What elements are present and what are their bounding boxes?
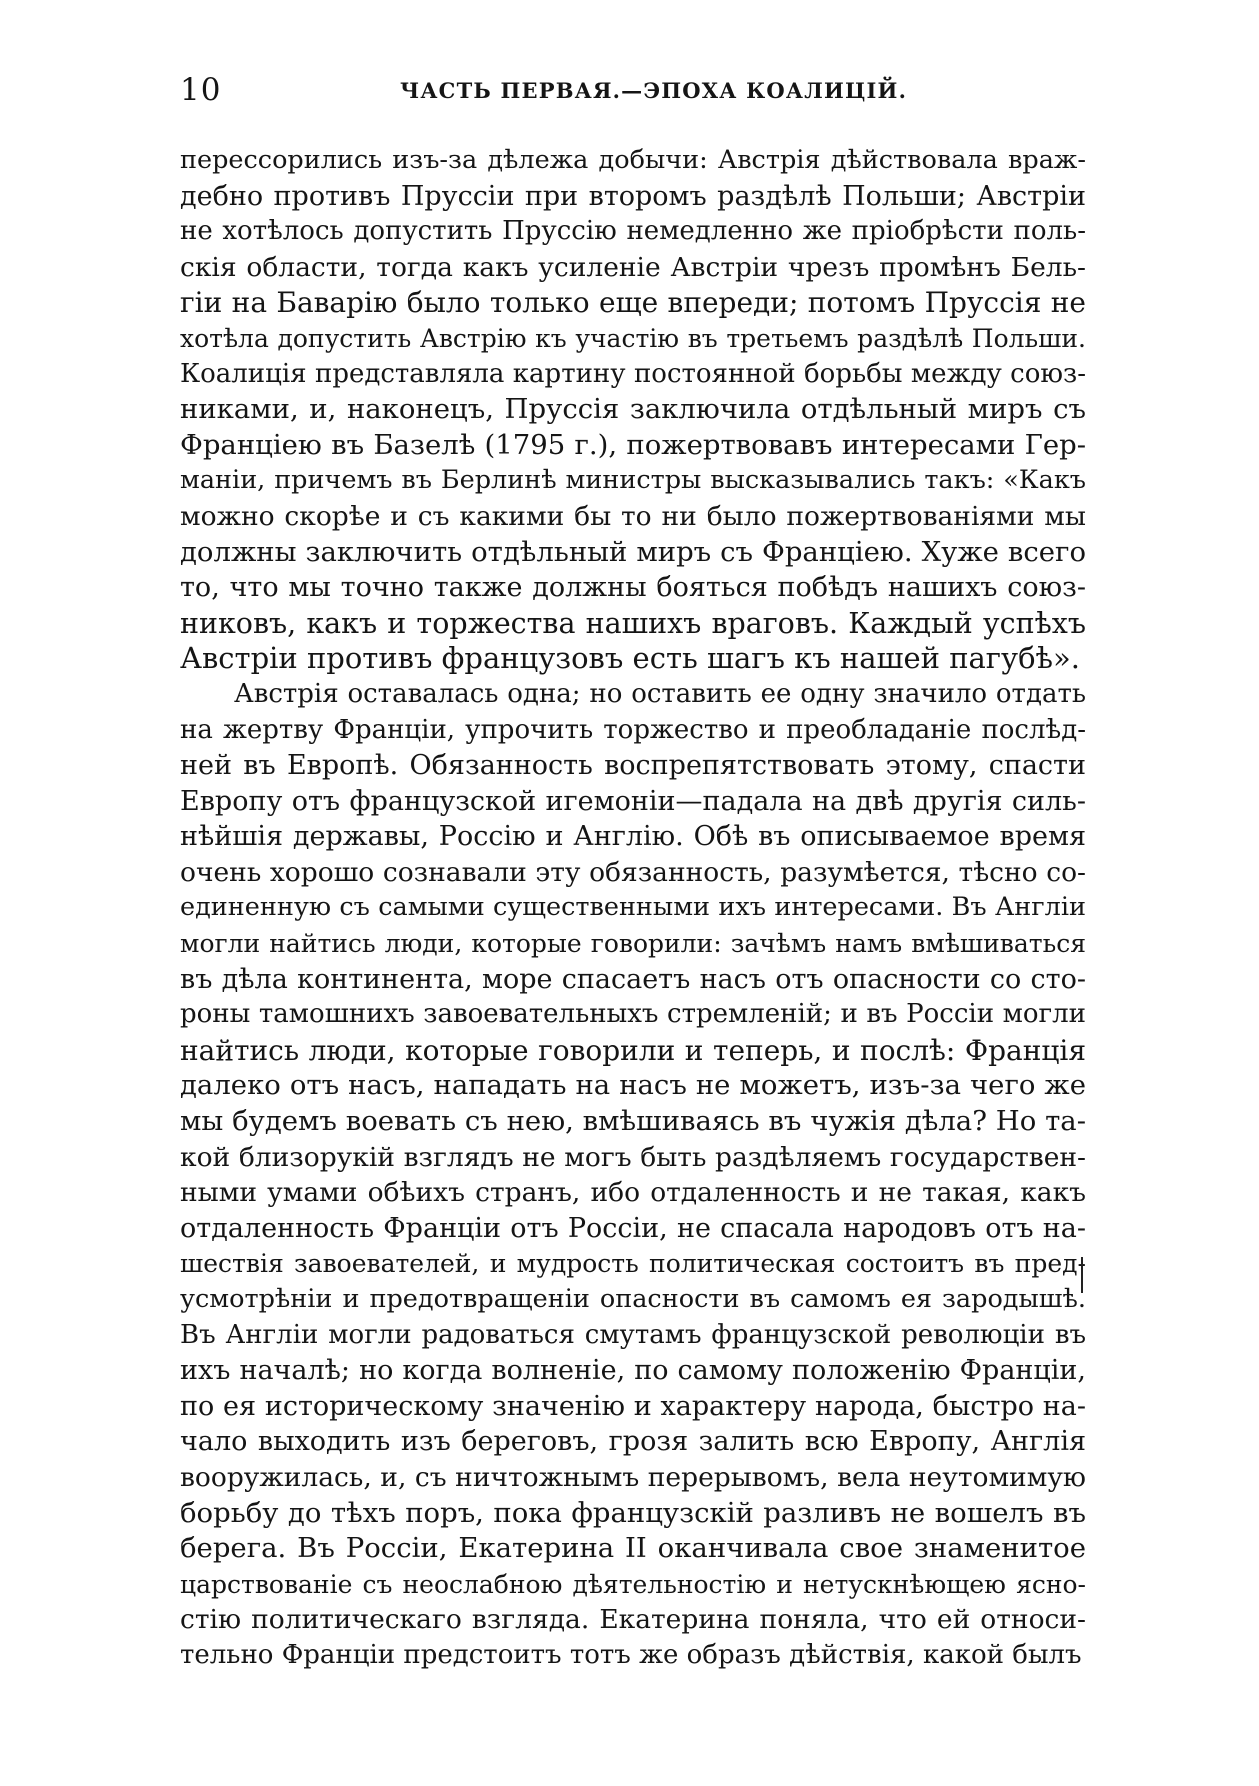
margin-bracket-mark xyxy=(1081,1257,1086,1293)
text-line: стію политическаго взгляда. Екатерина поняла, что ей относи- xyxy=(180,1604,1086,1636)
text-line: не хотѣлось допустить Пруссію немедленно же пріобрѣсти поль- xyxy=(180,216,1086,247)
text-line: никовъ, какъ и торжества нашихъ враговъ. Каждый успѣхъ xyxy=(180,606,1086,640)
text-line: можно скорѣе и съ какими бы то ни было пожертвованіями мы xyxy=(180,500,1086,532)
text-line: единенную съ самыми существенными ихъ интересами. Въ Англіи xyxy=(180,892,1086,923)
text-line: по ея историческому значенію и характеру народа, быстро на- xyxy=(180,1390,1086,1422)
text-line: могли найтись люди, которые говорили: зачѣмъ намъ вмѣшиваться xyxy=(180,929,1086,959)
text-line: найтись люди, которые говорили и теперь, и послѣ: Франція xyxy=(180,1033,1086,1067)
text-line: то, что мы точно также должны бояться побѣдъ нашихъ союз- xyxy=(180,572,1086,604)
text-line: въ дѣла континента, море спасаетъ насъ отъ опасности со сто- xyxy=(180,963,1086,995)
text-line: нѣйшія державы, Россію и Англію. Обѣ въ описываемое время xyxy=(180,821,1086,853)
text-line: борьбу до тѣхъ поръ, пока французскій разливъ не вошелъ въ xyxy=(180,1496,1086,1529)
text-line: усмотрѣніи и предотвращеніи опасности въ самомъ ея зародышѣ. xyxy=(180,1284,1086,1314)
page-header xyxy=(180,72,1086,112)
text-line: отдаленность Франціи отъ Россіи, не спасала народовъ отъ на- xyxy=(180,1212,1086,1244)
text-line: перессорились изъ-за дѣлежа добычи: Австрія дѣйствовала враж- xyxy=(180,145,1086,175)
paragraph-first-line: Австрія оставалась одна; но оставить ее одну значило отдать xyxy=(234,678,1086,709)
text-line: мы будемъ воевать съ нею, вмѣшиваясь въ чужія дѣла? Но та- xyxy=(180,1105,1086,1138)
text-line: кой близорукій взглядъ не могъ быть раздѣляемъ государствен- xyxy=(180,1141,1086,1173)
text-line: ными умами обѣихъ странъ, ибо отдаленность и не такая, какъ xyxy=(180,1177,1086,1209)
text-line: маніи, причемъ въ Берлинѣ министры высказывались такъ: «Какъ xyxy=(180,465,1086,496)
text-line: ихъ началѣ; но когда волненіе, по самому положенію Франціи, xyxy=(180,1355,1086,1387)
text-line: тельно Франціи предстоитъ тотъ же образъ дѣйствія, какой былъ xyxy=(180,1639,1082,1670)
text-line: хотѣла допустить Австрію къ участію въ третьемъ раздѣлѣ Польши. xyxy=(180,323,1086,353)
text-line: царствованіе съ неослабною дѣятельностію и нетускнѣющею ясно- xyxy=(180,1569,1086,1599)
text-line: очень хорошо сознавали эту обязанность, разумѣется, тѣсно со- xyxy=(180,856,1086,888)
text-line: на жертву Франціи, упрочить торжество и преобладаніе послѣд- xyxy=(180,714,1086,745)
text-line: Австріи противъ французовъ есть шагъ къ нашей пагубѣ». xyxy=(180,641,1080,676)
body-text xyxy=(180,143,1086,1674)
text-line: ней въ Европѣ. Обязанность воспрепятствовать этому, спасти xyxy=(180,750,1086,782)
text-line: скія области, тогда какъ усиленіе Австріи чрезъ промѣнъ Бель- xyxy=(180,251,1086,283)
text-line: чало выходить изъ береговъ, грозя залить всю Европу, Англія xyxy=(180,1426,1086,1458)
text-line: никами, и, наконецъ, Пруссія заключила отдѣльный миръ съ xyxy=(180,393,1086,426)
text-line: берега. Въ Россіи, Екатерина II оканчивала свое знаменитое xyxy=(180,1532,1086,1565)
text-line: Въ Англіи могли радоваться смутамъ французской революціи въ xyxy=(180,1319,1086,1350)
text-line: вооружилась, и, съ ничтожнымъ перерывомъ, вела неутомимую xyxy=(180,1461,1086,1493)
text-line: должны заключить отдѣльный миръ съ Франціею. Хуже всего xyxy=(180,535,1086,568)
text-line: роны тамошнихъ завоевательныхъ стремленій; и въ Россіи могли xyxy=(180,999,1086,1030)
text-line: Европу отъ французской игемоніи—падала на двѣ другія силь- xyxy=(180,785,1086,817)
running-title: ЧАСТЬ ПЕРВАЯ.—ЭПОХА КОАЛИЦІЙ. xyxy=(400,78,908,103)
text-line: далеко отъ насъ, нападать на насъ не можетъ, изъ-за чего же xyxy=(180,1069,1086,1102)
text-line: Коалиція представляла картину постоянной борьбы между союз- xyxy=(180,358,1086,389)
text-line: шествія завоевателей, и мудрость политическая состоитъ въ пред- xyxy=(180,1249,1086,1279)
page-number: 10 xyxy=(180,72,222,108)
text-line: гіи на Баварію было только еще впереди; потомъ Пруссія не xyxy=(180,286,1086,320)
text-line: Франціею въ Базелѣ (1795 г.), пожертвовавъ интересами Гер- xyxy=(180,428,1086,461)
text-line: дебно противъ Пруссіи при второмъ раздѣлѣ Польши; Австріи xyxy=(180,180,1086,212)
